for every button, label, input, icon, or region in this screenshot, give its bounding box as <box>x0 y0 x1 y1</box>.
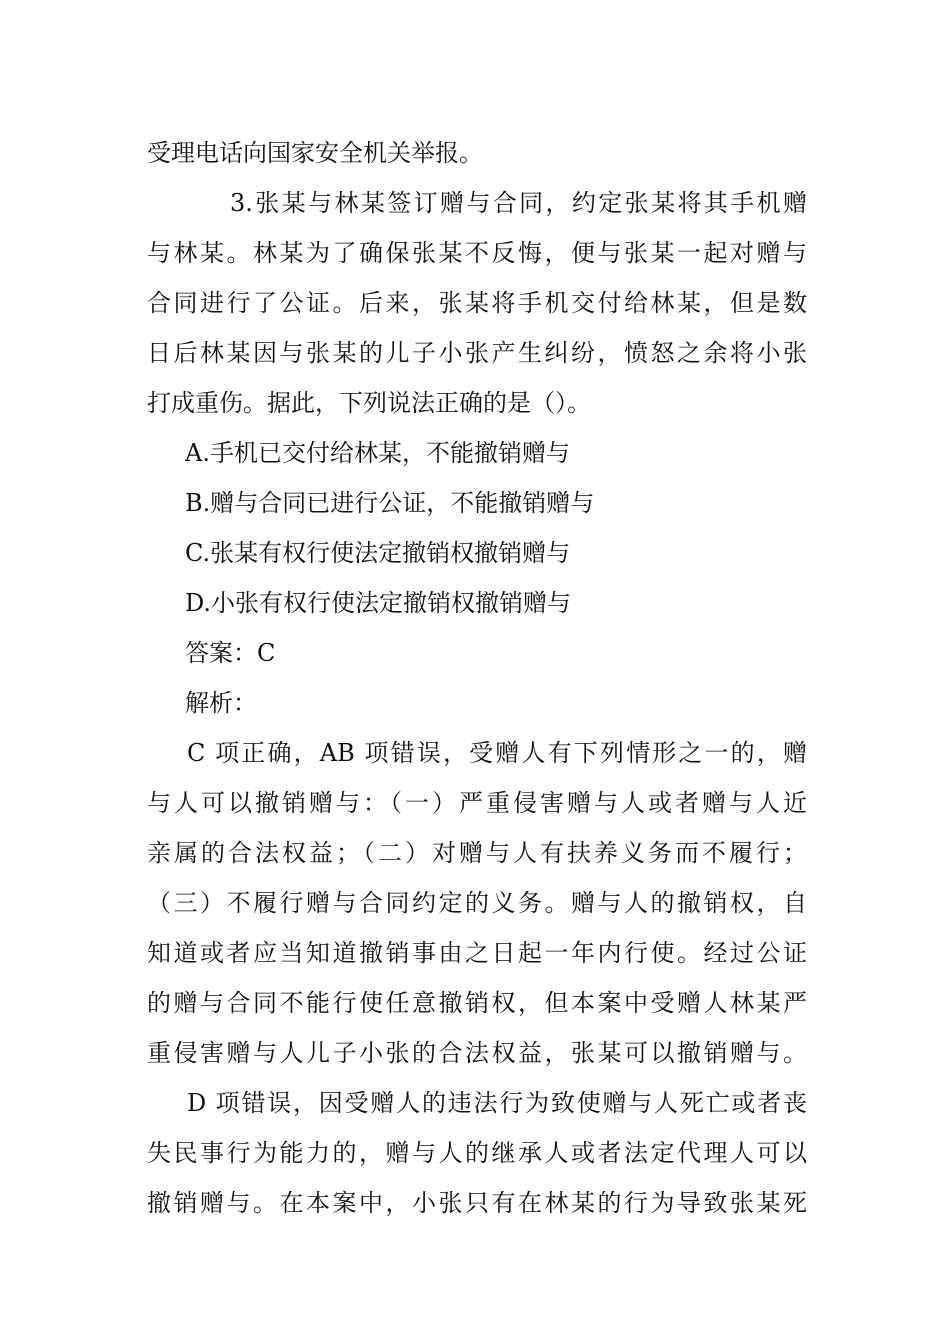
question-line: 打成重伤。据此，下列说法正确的是（）。 <box>147 389 591 417</box>
analysis-line: 的赠与合同不能行使任意撤销权，但本案中受赠人林某严 <box>147 989 807 1017</box>
analysis-line: 失民事行为能力的，赠与人的继承人或者法定代理人可以 <box>147 1139 807 1167</box>
answer-line: 答案：C <box>185 639 276 667</box>
question-line: 合同进行了公证。后来，张某将手机交付给林某，但是数 <box>147 289 807 317</box>
analysis-line: 亲属的合法权益；（二）对赠与人有扶养义务而不履行； <box>147 839 807 867</box>
analysis-line: D 项错误，因受赠人的违法行为致使赠与人死亡或者丧 <box>187 1089 807 1117</box>
analysis-line: 与人可以撤销赠与：（一）严重侵害赠与人或者赠与人近 <box>147 789 807 817</box>
question-line: 与林某。林某为了确保张某不反悔，便与张某一起对赠与 <box>147 239 807 267</box>
option-d: D.小张有权行使法定撤销权撤销赠与 <box>185 589 572 617</box>
option-b: B.赠与合同已进行公证，不能撤销赠与 <box>185 489 595 517</box>
analysis-line: 重侵害赠与人儿子小张的合法权益，张某可以撤销赠与。 <box>147 1039 807 1067</box>
option-c: C.张某有权行使法定撤销权撤销赠与 <box>185 539 571 567</box>
analysis-line: （三）不履行赠与合同约定的义务。赠与人的撤销权，自 <box>147 889 807 917</box>
option-a: A.手机已交付给林某，不能撤销赠与 <box>185 439 570 467</box>
question-line: 日后林某因与张某的儿子小张产生纠纷，愤怒之余将小张 <box>147 339 807 367</box>
analysis-heading: 解析： <box>185 689 257 717</box>
analysis-line: 知道或者应当知道撤销事由之日起一年内行使。经过公证 <box>147 939 807 967</box>
question-line: 3.张某与林某签订赠与合同，约定张某将其手机赠 <box>230 189 807 217</box>
paragraph-line: 受理电话向国家安全机关举报。 <box>147 139 483 167</box>
analysis-line: 撤销赠与。在本案中，小张只有在林某的行为导致张某死 <box>147 1189 807 1217</box>
analysis-line: C 项正确，AB 项错误，受赠人有下列情形之一的，赠 <box>187 739 807 767</box>
